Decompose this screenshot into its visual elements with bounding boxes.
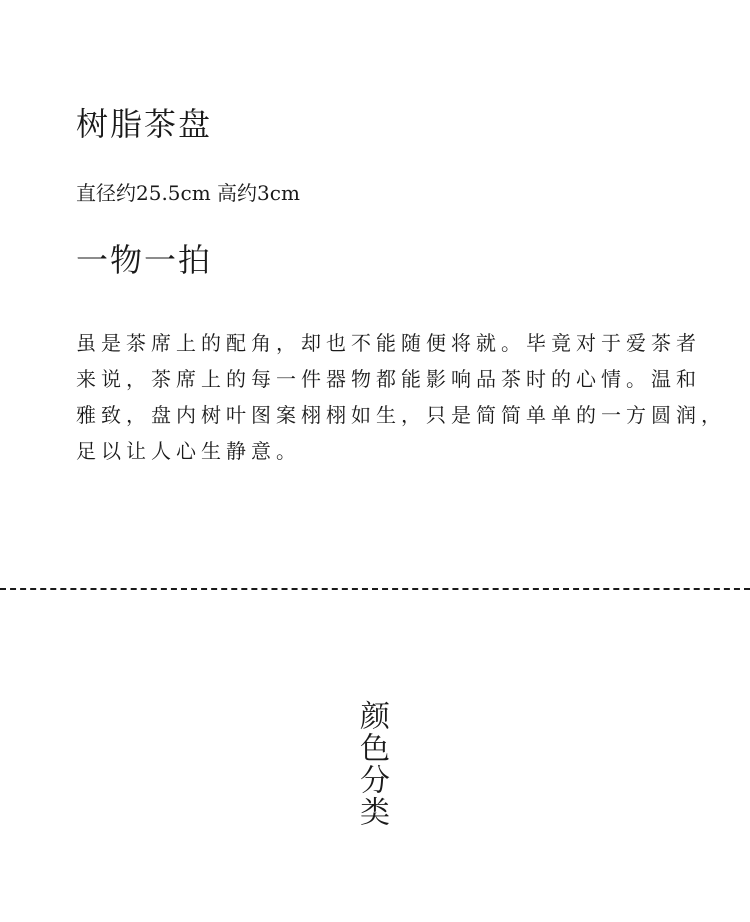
product-title: 树脂茶盘	[76, 105, 213, 143]
paragraph-line: 来说，茶席上的每一件器物都能影响品茶时的心情。温和	[76, 367, 701, 391]
section-heading: 一物一拍	[76, 241, 213, 279]
color-category-title: 颜色分类	[354, 700, 389, 828]
paragraph-line: 雅致，盘内树叶图案栩栩如生，只是简简单单的一方圆润，	[76, 403, 726, 427]
paragraph-line: 虽是茶席上的配角，却也不能随便将就。毕竟对于爱茶者	[76, 331, 701, 355]
product-dimensions: 直径约25.5cm 高约3cm	[76, 181, 300, 205]
paragraph-line: 足以让人心生静意。	[76, 439, 301, 463]
description-paragraph	[76, 325, 726, 469]
dashed-divider	[0, 588, 750, 590]
